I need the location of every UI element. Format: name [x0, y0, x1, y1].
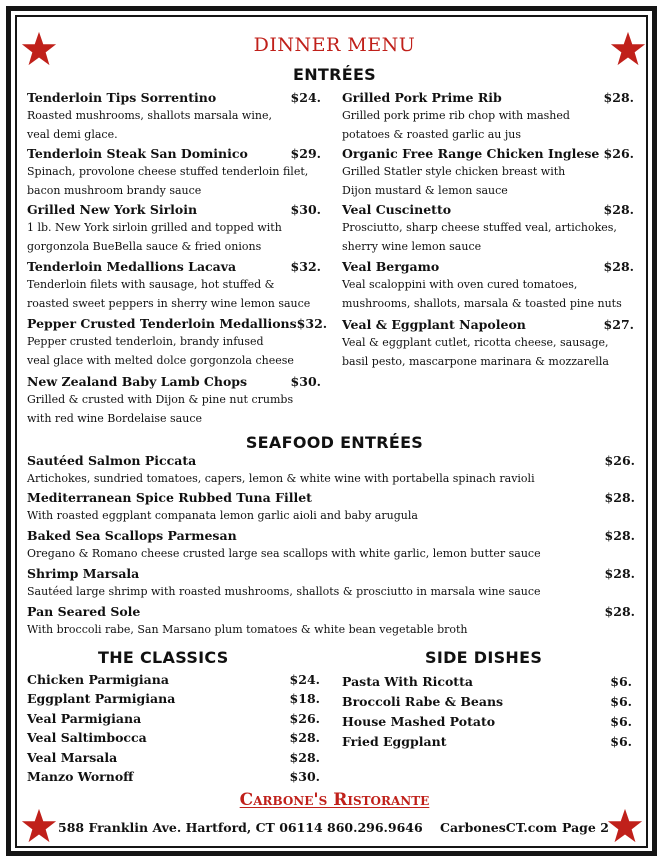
item-desc: bacon mushroom brandy sauce [27, 183, 202, 197]
side-item [342, 734, 632, 749]
item-name: Mediterranean Spice Rubbed Tuna Fillet [27, 490, 312, 505]
item-desc: potatoes & roasted garlic au jus [342, 127, 522, 141]
section-classics: THE CLASSICS [98, 648, 229, 667]
item-desc: Roasted mushrooms, shallots marsala wine, [27, 109, 272, 122]
item-price: $32. [290, 259, 321, 274]
item-name: Veal Cuscinetto [342, 202, 452, 217]
item-desc: Pepper crusted tenderloin, brandy infused [27, 335, 264, 348]
classic-item [27, 750, 320, 765]
entree-item [342, 258, 634, 313]
item-desc: With broccoli rabe, San Marsano plum tomatoes & white bean vegetable broth [27, 623, 468, 636]
entree-item [342, 316, 634, 371]
item-name: Grilled New York Sirloin [27, 202, 198, 217]
item-name: Pan Seared Sole [27, 604, 141, 619]
section-entrees: ENTRÉES [292, 65, 377, 84]
item-price: $28. [603, 90, 634, 105]
seafood-item [27, 489, 635, 526]
item-desc: Artichokes, sundried tomatoes, capers, lemon & white wine with portabella spinach ravioli [27, 472, 535, 485]
restaurant-name: Carbone's Ristorante [239, 790, 430, 810]
item-desc: Grilled & crusted with Dijon & pine nut crumbs [27, 393, 294, 406]
item-desc: Sautéed large shrimp with roasted mushrooms, shallots & prosciutto in marsala wine sauce [27, 585, 541, 598]
entree-item [27, 145, 321, 200]
item-price: $28. [604, 528, 635, 543]
item-name: Pasta With Ricotta [342, 674, 473, 689]
item-price: $29. [290, 146, 321, 161]
item-price: $24. [290, 90, 321, 105]
item-desc: with red wine Bordelaise sauce [27, 411, 202, 425]
item-price: $28. [604, 566, 635, 581]
item-name: Veal Bergamo [342, 259, 440, 274]
footer-address: 588 Franklin Ave. Hartford, CT 06114 [58, 820, 323, 835]
item-price: $30. [290, 374, 321, 389]
item-name: Fried Eggplant [342, 734, 447, 749]
entree-item [27, 315, 328, 370]
item-name: Veal & Eggplant Napoleon [342, 317, 526, 332]
item-desc: 1 lb. New York sirloin grilled and topped with [27, 221, 282, 234]
item-desc: Veal scaloppini with oven cured tomatoes, [342, 278, 578, 291]
item-price: $28. [604, 490, 635, 505]
footer-page-number: Page 2 [562, 820, 609, 835]
item-desc: sherry wine lemon sauce [342, 239, 482, 253]
item-name: Veal Marsala [27, 750, 118, 765]
item-name: Veal Saltimbocca [27, 730, 147, 745]
item-price: $26. [289, 711, 320, 726]
item-name: Organic Free Range Chicken Inglese [342, 146, 600, 161]
entree-item [342, 89, 634, 144]
entree-item [27, 373, 321, 428]
star-icon [606, 807, 644, 845]
item-price: $6. [610, 714, 632, 729]
item-price: $24. [289, 672, 320, 687]
item-name: Baked Sea Scallops Parmesan [27, 528, 237, 543]
item-price: $28. [603, 202, 634, 217]
item-desc: Grilled Statler style chicken breast with [342, 165, 566, 178]
item-price: $18. [289, 691, 320, 706]
item-desc: roasted sweet peppers in sherry wine lemon sauce [27, 296, 311, 310]
item-price: $32. [296, 316, 328, 331]
item-desc: Veal & eggplant cutlet, ricotta cheese, sausage, [342, 336, 609, 349]
seafood-item [27, 452, 635, 489]
classic-item [27, 672, 320, 687]
item-price: $28. [289, 750, 320, 765]
side-item [342, 674, 632, 689]
item-name: Broccoli Rabe & Beans [342, 694, 504, 709]
item-name: Manzo Wornoff [27, 769, 134, 784]
item-desc: Spinach, provolone cheese stuffed tenderloin filet, [27, 165, 309, 178]
item-price: $26. [603, 146, 634, 161]
item-price: $28. [604, 604, 635, 619]
item-price: $26. [604, 453, 635, 468]
item-desc: Prosciutto, sharp cheese stuffed veal, artichokes, [342, 221, 617, 234]
item-price: $28. [603, 259, 634, 274]
item-name: Chicken Parmigiana [27, 672, 169, 687]
star-icon [20, 807, 58, 845]
item-price: $28. [289, 730, 320, 745]
item-desc: veal glace with melted dolce gorgonzola cheese [27, 353, 294, 367]
item-name: Veal Parmigiana [27, 711, 142, 726]
entree-item [27, 258, 321, 313]
seafood-item [27, 565, 635, 602]
item-price: $27. [603, 317, 634, 332]
footer-website: CarbonesCT.com [440, 820, 557, 835]
section-seafood: SEAFOOD ENTRÉES [245, 433, 424, 452]
entree-item [27, 201, 321, 256]
item-desc: basil pesto, mascarpone marinara & mozzarella [342, 354, 609, 368]
item-name: Shrimp Marsala [27, 566, 140, 581]
item-desc: Dijon mustard & lemon sauce [342, 183, 508, 197]
item-price: $30. [289, 769, 320, 784]
seafood-item [27, 603, 635, 640]
item-desc: Grilled pork prime rib chop with mashed [342, 109, 570, 122]
item-name: Sautéed Salmon Piccata [27, 453, 197, 468]
classic-item [27, 730, 320, 745]
menu-title: DINNER MENU [253, 34, 416, 56]
item-desc: Tenderloin filets with sausage, hot stuffed & [27, 278, 275, 291]
item-name: Eggplant Parmigiana [27, 691, 176, 706]
item-name: Tenderloin Steak San Dominico [27, 146, 248, 161]
classic-item [27, 769, 320, 784]
item-price: $6. [610, 694, 632, 709]
item-price: $6. [610, 674, 632, 689]
item-desc: With roasted eggplant companata lemon garlic aioli and baby arugula [27, 509, 418, 522]
item-price: $30. [290, 202, 321, 217]
entree-item [342, 201, 634, 256]
footer-phone: 860.296.9646 [327, 820, 423, 835]
item-desc: veal demi glace. [27, 127, 118, 141]
side-item [342, 694, 632, 709]
entree-item [27, 89, 321, 144]
item-name: Tenderloin Tips Sorrentino [27, 90, 217, 105]
item-name: Pepper Crusted Tenderloin Medallions [27, 316, 297, 331]
classic-item [27, 691, 320, 706]
item-desc: gorgonzola BueBella sauce & fried onions [27, 239, 262, 253]
item-name: Grilled Pork Prime Rib [342, 90, 502, 105]
side-item [342, 714, 632, 729]
section-sides: SIDE DISHES [425, 648, 543, 667]
seafood-item [27, 527, 635, 564]
item-name: New Zealand Baby Lamb Chops [27, 374, 248, 389]
item-price: $6. [610, 734, 632, 749]
item-name: House Mashed Potato [342, 714, 496, 729]
item-name: Tenderloin Medallions Lacava [27, 259, 237, 274]
item-desc: mushrooms, shallots, marsala & toasted pine nuts [342, 296, 622, 310]
item-desc: Oregano & Romano cheese crusted large sea scallops with white garlic, lemon butter sauce [27, 547, 541, 560]
classic-item [27, 711, 320, 726]
entree-item [342, 145, 634, 200]
